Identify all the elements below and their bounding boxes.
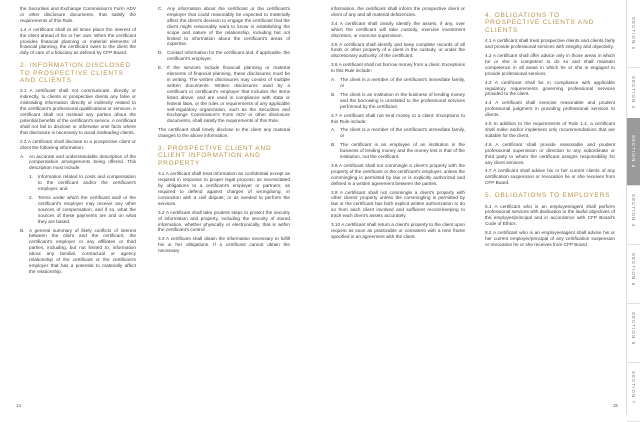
left-column-1 (20, 6, 136, 396)
list-item-text: The client is a member of the certificant's immediate family, or (340, 127, 465, 139)
paragraph-4-6: 4.6 A certificant shall provide reasonable and prudent professional supervision or direction to any subordinate or third party to whom the certificant assigns responsibility for any client services. (485, 141, 615, 165)
paragraph-3-2: 3.2 A certificant shall take prudent steps to protect the security of information and property, including the security of stored information, whether physically or electronically, that is within the certificant's control. (158, 209, 290, 233)
list-marker: 2. (29, 194, 33, 200)
paragraph-4-2: 4.2 A certificant shall offer advice only in those areas in which he or she is competent to do so and shall maintain competence in all areas in which he or she is engaged to provide professional services. (485, 53, 615, 76)
paragraph-timely-disclosure: The certificant shall timely disclose to the client any material changes to the above information. (158, 127, 290, 139)
tab-label: SECTION 5 (631, 252, 636, 287)
list-marker: A. (20, 153, 25, 159)
heading-section-3: 3. PROSPECTIVE CLIENT AND CLIENT INFORMATION AND PROPERTY (158, 145, 272, 167)
page-number-left: 14 (16, 403, 22, 408)
list-item-text: The certificant is an employee of an institution in the business of lending money and the money lent is that of the institution, not the certificant. (340, 142, 465, 160)
paragraph-3-5: 3.5 A certificant shall identify and keep complete records of all funds or other property of a client in the custody, or under the discretionary authority, of the certificant. (331, 41, 465, 59)
paragraph-2-1: 2.1 A certificant shall not communicate, directly or indirectly, to clients or prospective clients any false or misleading information directly or indirectly related to the certificant's professional qualifications or services. A certificant shall not mislead any parties about the potential benefits of the certificant's service. A certificant shall not fail to disclose or otherwise omit facts where that disclosure is necessary to avoid misleading clients. (20, 88, 136, 135)
list-item-text: Contact information for the certificant and, if applicable, the certificant's employer. (167, 50, 290, 62)
list-marker: B. (20, 227, 25, 233)
tab-section-3[interactable] (627, 118, 640, 186)
list-marker: A. (331, 127, 336, 133)
tab-label: SECTION 6 (631, 311, 636, 346)
list-item-2-2-b (20, 228, 136, 275)
right-column-1 (331, 6, 465, 396)
tab-section-1[interactable] (627, 0, 640, 68)
paragraph-3-7: 3.7 A certificant shall not lend money to a client. Exceptions to this Rule include: (331, 112, 465, 124)
paragraph-3-10: 3.10 A certificant shall return a client's property to the client upon request as soon as practicable or consistent with a time frame specified in an agreement with the client. (331, 222, 465, 239)
list-marker: D. (158, 50, 163, 56)
paragraph-5-2: 5.2 A certificant who is an employee/agent shall advise his or her current employer/principal of any certification suspension or revocation he or she receives from CFP Board. (485, 230, 615, 247)
list-item-text: Information related to costs and compensation to the certificant and/or the certificant's employer, and (38, 174, 136, 192)
list-item-2-2-a-2 (20, 195, 136, 225)
tab-label: SECTION 2 (631, 75, 636, 110)
list-item-2-2-a-1 (20, 174, 136, 192)
paragraph-3-3-continued: information, the certificant shall inform the prospective client or client of any and all material deficiencies. (331, 6, 465, 17)
list-item-text: Any information about the certificant or the certificant's employer that could reasonably be expected to materially affect the client's decision to engage the certificant that the client might reasonably want to know in establishing the scope and nature of the relationship, including but not limited to information about the certificant's areas of expertise. (167, 6, 290, 47)
list-marker: B. (331, 91, 336, 97)
tab-label: SECTION 4 (631, 193, 636, 228)
paragraph-4-4: 4.4 A certificant shall exercise reasonable and prudent professional judgment in providing professional services to clients. (485, 100, 615, 118)
heading-section-5: 5. OBLIGATIONS TO EMPLOYERS (485, 192, 611, 200)
paragraph-2-2: 2.2 A certificant shall disclose to a prospective client or client the following information: (20, 138, 136, 150)
right-column-2 (485, 6, 615, 396)
section-tabs (626, 0, 640, 414)
paragraph-intro: the Securities and Exchange Commission's Form ADV or other disclosure documents, that satisfy the requirements of this Rule. (20, 6, 136, 23)
tab-section-5[interactable] (627, 236, 640, 304)
list-item-text: The client is a member of the certificant's immediate family, or (340, 77, 465, 88)
paragraph-4-1: 4.1 A certificant shall treat prospective clients and clients fairly and provide professional services with integrity and objectivity. (485, 38, 615, 50)
paragraph-5-1: 5.1 A certificant who is an employee/agent shall perform professional services with dedication to the lawful objectives of the employer/principal and in accordance with CFP Board's Code of Ethics. (485, 203, 615, 227)
paragraph-3-8: 3.8 A certificant shall not commingle a client's property with the property of the certificant or the certificant's employer, unless the commingling is permitted by law or is explicitly authorized and defined in a written agreement between the parties. (331, 162, 465, 186)
paragraph-4-5: 4.5 In addition to the requirements of Rule 1.4, a certificant shall make and/or implement only recommendations that are suitable for the client. (485, 121, 615, 138)
list-item-text: An accurate and understandable description of the compensation arrangements being offered. This description must include: (29, 153, 136, 171)
list-marker: 1. (29, 174, 33, 180)
list-item-2-2-c (158, 6, 290, 47)
tab-section-7[interactable] (627, 354, 640, 422)
left-page (0, 0, 316, 414)
list-marker: E. (158, 65, 163, 71)
tab-section-2[interactable] (627, 59, 640, 127)
paragraph-1-4: 1.4 A certificant shall at all times place the interest of the client ahead of his or her own. When the certificant provides financial planning or material elements of financial planning, the certificant owes to the client the duty of care of a fiduciary as defined by CFP Board. (20, 26, 136, 56)
list-marker: B. (331, 142, 336, 148)
list-item-3-6-a (331, 77, 465, 89)
list-item-text: The client is an institution in the business of lending money and the borrowing is unrelated to the professional services performed by the certificant. (340, 91, 465, 109)
list-item-text: If the services include financial planning or material elements of financial planning, these disclosures must be in writing. The written disclosures may consist of multiple written documents. Written disclosures used by a certificant or certificant's employer that includes the items listed above, and are used in compliance with state or federal laws, or the rules or requirements of any applicable self-regulatory organization, such as the Securities and Exchange Commission's Form ADV or other disclosure documents, shall satisfy the requirements of this Rule. (167, 65, 290, 124)
paragraph-3-9: 3.9 A certificant shall not commingle a client's property with other clients' property unless the commingling is permitted by law or the certificant has both explicit written authorization to do so from each client involved and sufficient record-keeping to track each client's assets accurately. (331, 189, 465, 219)
list-item-text: A general summary of likely conflicts of interest between the client and the certificant, the certificant's employer or any affiliates or third parties, including, but not limited to, information about any familial, contractual or agency relationship of the certificant or the certificant's employer that has a potential to materially affect the relationship. (29, 227, 136, 274)
paragraph-3-1: 3.1 A certificant shall treat information as confidential except as required in response to proper legal process; as necessitated by obligations to a certificant's employer or partners; as required to defend against charges of wrongdoing; in connection with a civil dispute; or as needed to perform the services. (158, 171, 290, 206)
list-item-2-2-a (20, 154, 136, 172)
paragraph-3-4: 3.4 A certificant shall clearly identify the assets, if any, over which the certificant will take custody, exercise investment discretion, or exercise supervision. (331, 20, 465, 38)
paragraph-4-7: 4.7 A certificant shall advise his or her current clients of any certification suspension or revocation he or she receives from CFP Board. (485, 168, 615, 186)
list-item-3-7-a (331, 127, 465, 139)
tab-section-4[interactable] (627, 177, 640, 245)
paragraph-4-3: 4.3 A certificant shall be in compliance with applicable regulatory requirements governing professional services provided to the client. (485, 79, 615, 97)
tab-section-6[interactable] (627, 295, 640, 363)
list-item-2-2-d (158, 50, 290, 62)
list-item-3-7-b (331, 142, 465, 160)
left-column-2 (158, 6, 290, 396)
heading-section-4: 4. OBLIGATIONS TO PROSPECTIVE CLIENTS AND CLIENTS (485, 12, 595, 34)
list-item-text: Terms under which the certificant and/ or the certificant's employer may receive any other sources of compensation, and if so, what the sources of these payments are and on what they are based. (38, 194, 136, 224)
paragraph-3-6: 3.6 A certificant shall not borrow money from a client. Exceptions to this Rule include: (331, 62, 465, 74)
tab-label: SECTION 3 (631, 134, 636, 169)
list-marker: A. (331, 77, 336, 83)
list-marker: C. (158, 6, 163, 11)
tab-label: SECTION 1 (631, 16, 636, 51)
page-number-right: 15 (612, 403, 618, 408)
list-item-2-2-e (158, 65, 290, 124)
tab-label: SECTION 7 (631, 370, 636, 405)
heading-section-2: 2. INFORMATION DISCLOSED TO PROSPECTIVE CLIENTS AND CLIENTS (20, 62, 131, 85)
paragraph-3-3: 3.3 A certificant shall obtain the information necessary to fulfill his or her obligations. If a certificant cannot obtain the necessary (158, 236, 290, 254)
list-item-3-6-b (331, 92, 465, 110)
